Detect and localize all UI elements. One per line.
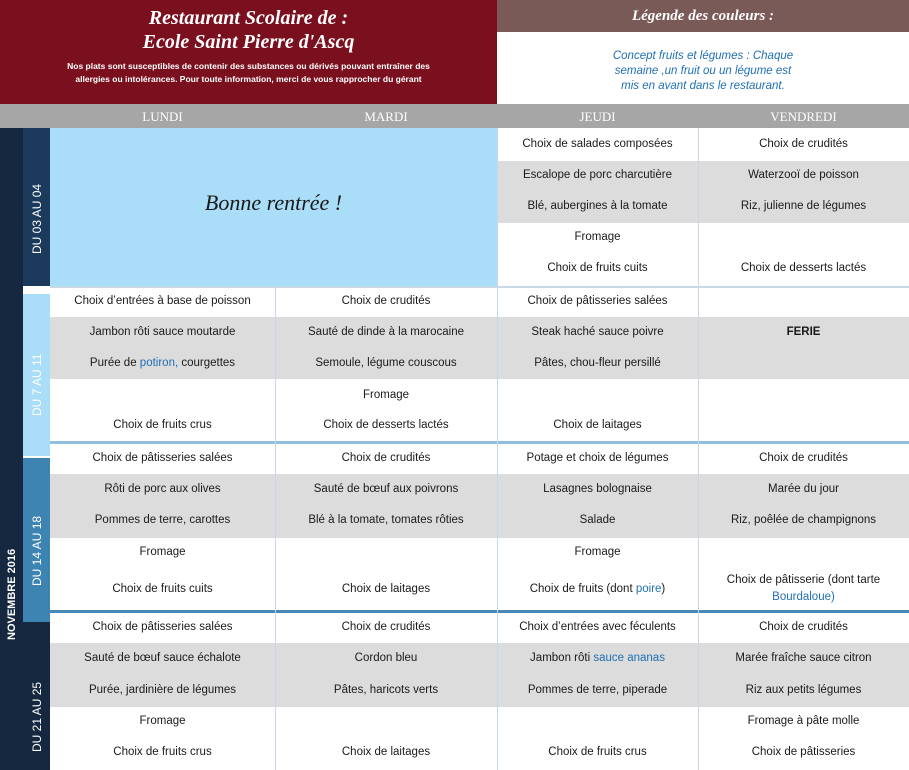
menu-dessert-text: Choix de fruits (dont — [529, 583, 636, 595]
menu-entree: Choix d’entrées avec féculents — [519, 621, 676, 633]
menu-dessert: Choix de fruits crus — [113, 419, 212, 431]
menu-entree: Choix de pâtisseries salées — [527, 295, 668, 307]
menu-accompagnement: Pâtes, haricots verts — [333, 684, 439, 696]
menu-cell-w3-jeudi — [497, 444, 698, 610]
menu-cell-w4-vendredi — [698, 613, 909, 770]
menu-entree: Choix de crudités — [341, 621, 431, 633]
menu-cell-w3-lundi — [50, 444, 275, 610]
menu-accompagnement-text: courgettes — [178, 357, 236, 369]
week-label: DU 7 AU 11 — [30, 353, 44, 416]
menu-cell-w1-vendredi — [698, 128, 909, 286]
menu-entree: Choix de crudités — [759, 138, 848, 150]
menu-fromage: Fromage — [574, 546, 621, 558]
menu-fromage: Fromage — [574, 231, 621, 243]
menu-dessert: Choix de desserts lactés — [323, 419, 449, 431]
menu-entree: Potage et choix de légumes — [526, 452, 669, 464]
menu-accompagnement: Riz aux petits légumes — [745, 684, 862, 696]
menu-plat-text: Jambon rôti — [530, 652, 594, 664]
ferie-label: FERIE — [786, 326, 821, 338]
restaurant-header — [0, 0, 497, 104]
menu-entree: Choix de pâtisseries salées — [92, 452, 233, 464]
menu-accompagnement: Pâtes, chou-fleur persillé — [534, 357, 661, 369]
menu-accompagnement: Purée, jardinière de légumes — [88, 684, 237, 696]
allergy-disclaimer-line2: allergies ou intolérances. Pour toute information, merci de vous rapprocher du gérant — [75, 74, 422, 84]
featured-fruit: Bourdaloue) — [772, 591, 835, 603]
week-label-cell — [23, 294, 50, 456]
allergy-disclaimer — [40, 60, 457, 86]
week-label: DU 03 AU 04 — [30, 183, 44, 254]
menu-plat: Escalope de porc charcutière — [523, 169, 672, 181]
greeting-text: Bonne rentrée ! — [204, 190, 343, 215]
menu-entree: Choix de crudités — [341, 295, 431, 307]
menu-cell-w2-lundi — [50, 288, 275, 441]
menu-fromage: Fromage à pâte molle — [747, 715, 860, 727]
week-label-cell — [23, 128, 50, 286]
menu-accompagnement-text: Purée de — [89, 357, 140, 369]
legend-title: Légende des couleurs : — [497, 0, 909, 32]
menu-accompagnement: Semoule, légume couscous — [315, 357, 457, 369]
menu-dessert — [497, 583, 698, 595]
menu-cell-w3-mardi — [275, 444, 497, 610]
menu-entree: Choix de crudités — [759, 621, 848, 633]
menu-cell-w3-vendredi — [698, 444, 909, 610]
day-header-mardi: MARDI — [364, 109, 408, 124]
menu-cell-w2-vendredi — [698, 288, 909, 441]
menu-plat: Lasagnes bolognaise — [543, 483, 652, 495]
legend-text-line3: mis en avant dans le restaurant. — [621, 80, 785, 92]
menu-plat: Steak haché sauce poivre — [531, 326, 664, 338]
featured-fruit: sauce ananas — [593, 652, 665, 664]
menu-fromage: Fromage — [139, 715, 186, 727]
day-header-vendredi: VENDREDI — [770, 109, 837, 124]
menu-dessert: Choix de pâtisserie (dont tarte — [726, 574, 881, 586]
menu-accompagnement: Salade — [579, 514, 616, 526]
menu-accompagnement — [50, 357, 275, 369]
menu-dessert: Choix de desserts lactés — [740, 262, 867, 274]
month-label: NOVEMBRE 2016 — [6, 548, 18, 640]
week-label: DU 21 AU 25 — [30, 681, 44, 752]
day-header-jeudi: JEUDI — [579, 109, 616, 124]
menu-dessert: Choix de fruits cuits — [112, 583, 213, 595]
menu-entree: Choix d’entrées à base de poisson — [74, 295, 251, 307]
legend-text-line1: Concept fruits et légumes : Chaque — [612, 50, 794, 62]
menu-entree: Choix de crudités — [759, 452, 848, 464]
menu-dessert: Choix de fruits cuits — [547, 262, 648, 274]
menu-accompagnement: Riz, poêlée de champignons — [730, 514, 877, 526]
restaurant-title-line1: Restaurant Scolaire de : — [148, 7, 349, 29]
menu-cell-w1-jeudi — [497, 128, 698, 286]
week-label-cell — [23, 622, 50, 770]
menu-accompagnement: Blé à la tomate, tomates rôties — [308, 514, 464, 526]
featured-fruit: poire — [635, 583, 662, 595]
week-label-cell — [23, 458, 50, 622]
menu-cell-w2-jeudi — [497, 288, 698, 441]
menu-plat: Cordon bleu — [354, 652, 418, 664]
menu-entree: Choix de pâtisseries salées — [92, 621, 233, 633]
menu-accompagnement: Pommes de terre, piperade — [527, 684, 668, 696]
menu-accompagnement: Riz, julienne de légumes — [740, 200, 867, 212]
day-header-lundi: LUNDI — [142, 109, 183, 124]
menu-plat: Sauté de bœuf aux poivrons — [313, 483, 459, 495]
menu-plat: Waterzooï de poisson — [748, 169, 859, 181]
menu-dessert: Choix de laitages — [553, 419, 642, 431]
menu-dessert-text: ) — [661, 583, 666, 595]
restaurant-title-line2: Ecole Saint Pierre d'Ascq — [142, 31, 355, 53]
menu-dessert: Choix de fruits crus — [113, 746, 212, 758]
menu-dessert: Choix de fruits crus — [548, 746, 647, 758]
menu-dessert: Choix de pâtisseries — [751, 746, 856, 758]
featured-vegetable: potiron, — [139, 357, 179, 369]
menu-fromage: Fromage — [362, 389, 410, 401]
menu-plat: Sauté de dinde à la marocaine — [308, 326, 464, 338]
menu-plat — [497, 652, 698, 664]
month-column — [0, 128, 23, 770]
menu-accompagnement: Pommes de terre, carottes — [94, 514, 231, 526]
legend-text — [497, 32, 909, 104]
menu-plat: Marée fraîche sauce citron — [735, 652, 872, 664]
legend-text-line2: semaine ,un fruit ou un légume est — [614, 65, 792, 77]
menu-plat: Rôti de porc aux olives — [104, 483, 221, 495]
menu-cell-w4-lundi — [50, 613, 275, 770]
menu-entree: Choix de crudités — [341, 452, 431, 464]
menu-cell-w2-mardi — [275, 288, 497, 441]
menu-dessert: Choix de laitages — [341, 583, 431, 595]
menu-entree: Choix de salades composées — [522, 138, 673, 150]
week-label: DU 14 AU 18 — [30, 515, 44, 586]
menu-plat: Marée du jour — [768, 483, 839, 495]
menu-plat: Jambon rôti sauce moutarde — [89, 326, 236, 338]
menu-cell-w4-mardi — [275, 613, 497, 770]
menu-dessert: Choix de laitages — [341, 746, 431, 758]
menu-plat: Sauté de bœuf sauce échalote — [84, 652, 241, 664]
menu-cell-w4-jeudi — [497, 613, 698, 770]
menu-fromage: Fromage — [139, 546, 186, 558]
menu-accompagnement: Blé, aubergines à la tomate — [527, 200, 668, 212]
days-header-bar — [0, 104, 909, 128]
allergy-disclaimer-line1: Nos plats sont susceptibles de contenir des substances ou dérivés pouvant entraîner des — [67, 61, 430, 71]
greeting-block — [50, 128, 497, 286]
